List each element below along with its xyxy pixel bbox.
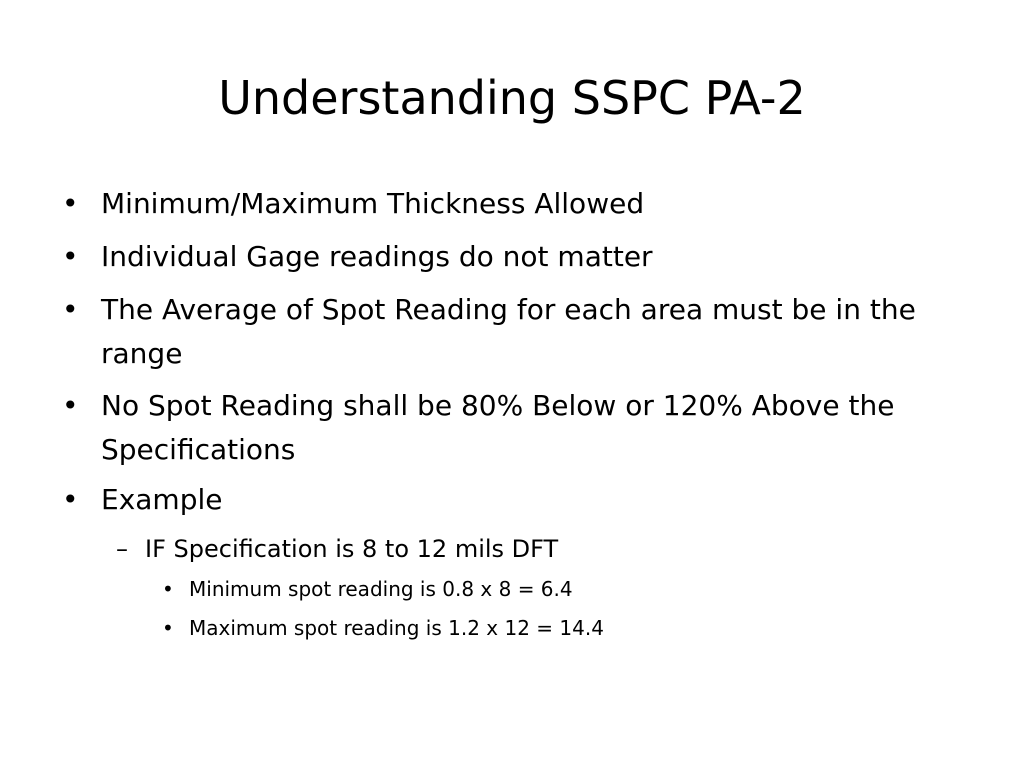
bullet-icon: •: [62, 240, 79, 273]
bullet-text: No Spot Reading shall be 80% Below or 120% Above the Specifications: [101, 389, 895, 466]
sub-sub-bullet-text: Maximum spot reading is 1.2 x 12 = 14.4: [189, 616, 604, 640]
bullet-icon: •: [62, 483, 79, 516]
bullet-item: [62, 288, 962, 376]
sub-sub-bullet-item: [162, 574, 862, 604]
bullet-text: The Average of Spot Reading for each area must be in the range: [101, 293, 916, 370]
bullet-item: [62, 182, 962, 226]
sub-sub-bullet-text: Minimum spot reading is 0.8 x 8 = 6.4: [189, 577, 573, 601]
sub-sub-bullet-item: [162, 613, 862, 643]
bullet-text: Minimum/Maximum Thickness Allowed: [101, 187, 645, 220]
bullet-item: [62, 478, 962, 522]
slide-title: Understanding SSPC PA-2: [218, 71, 806, 125]
bullet-item: [62, 235, 962, 279]
sub-bullet-item: [116, 531, 896, 567]
bullet-text: Example: [101, 483, 223, 516]
sub-bullet-text: IF Specification is 8 to 12 mils DFT: [145, 535, 559, 563]
bullet-item: [62, 384, 962, 472]
dash-icon: –: [116, 535, 128, 563]
bullet-icon: •: [62, 389, 79, 422]
bullet-text: Individual Gage readings do not matter: [101, 240, 653, 273]
bullet-icon: •: [162, 577, 174, 601]
bullet-icon: •: [162, 616, 174, 640]
bullet-icon: •: [62, 293, 79, 326]
bullet-icon: •: [62, 187, 79, 220]
